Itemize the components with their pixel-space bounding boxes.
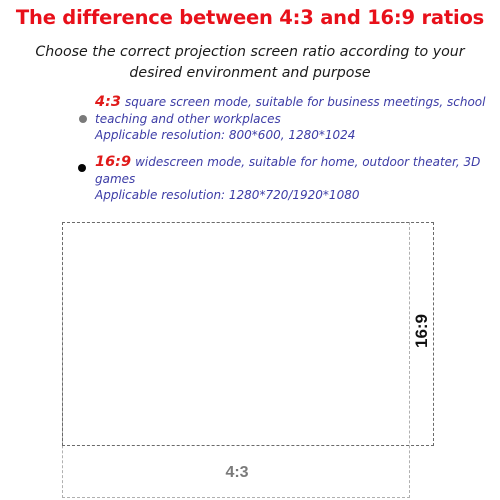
ratio-item-16-9 <box>95 154 500 204</box>
label-4-3: 4:3 <box>225 464 249 481</box>
ratio-description: widescreen mode, suitable for home, outdoor theater, 3D games <box>95 155 481 186</box>
bullet-icon-4-3 <box>79 115 87 123</box>
ratio-label: 4:3 <box>95 94 121 110</box>
ratio-item-4-3 <box>95 94 500 144</box>
page-title: The difference between 4:3 and 16:9 ratios <box>15 6 485 29</box>
ratio-label: 16:9 <box>95 154 132 170</box>
bullet-icon-16-9 <box>78 164 86 172</box>
ratio-description: square screen mode, suitable for business meetings, school teaching and other workplaces <box>95 95 486 126</box>
ratio-resolution: Applicable resolution: 1280*720/1920*1080 <box>95 188 360 202</box>
frame-16-9 <box>62 222 434 446</box>
ratio-resolution: Applicable resolution: 800*600, 1280*1024 <box>95 128 356 142</box>
label-16-9: 16:9 <box>412 313 431 349</box>
page-subtitle: Choose the correct projection screen ratio according to your desired environment and purpose <box>35 44 465 81</box>
